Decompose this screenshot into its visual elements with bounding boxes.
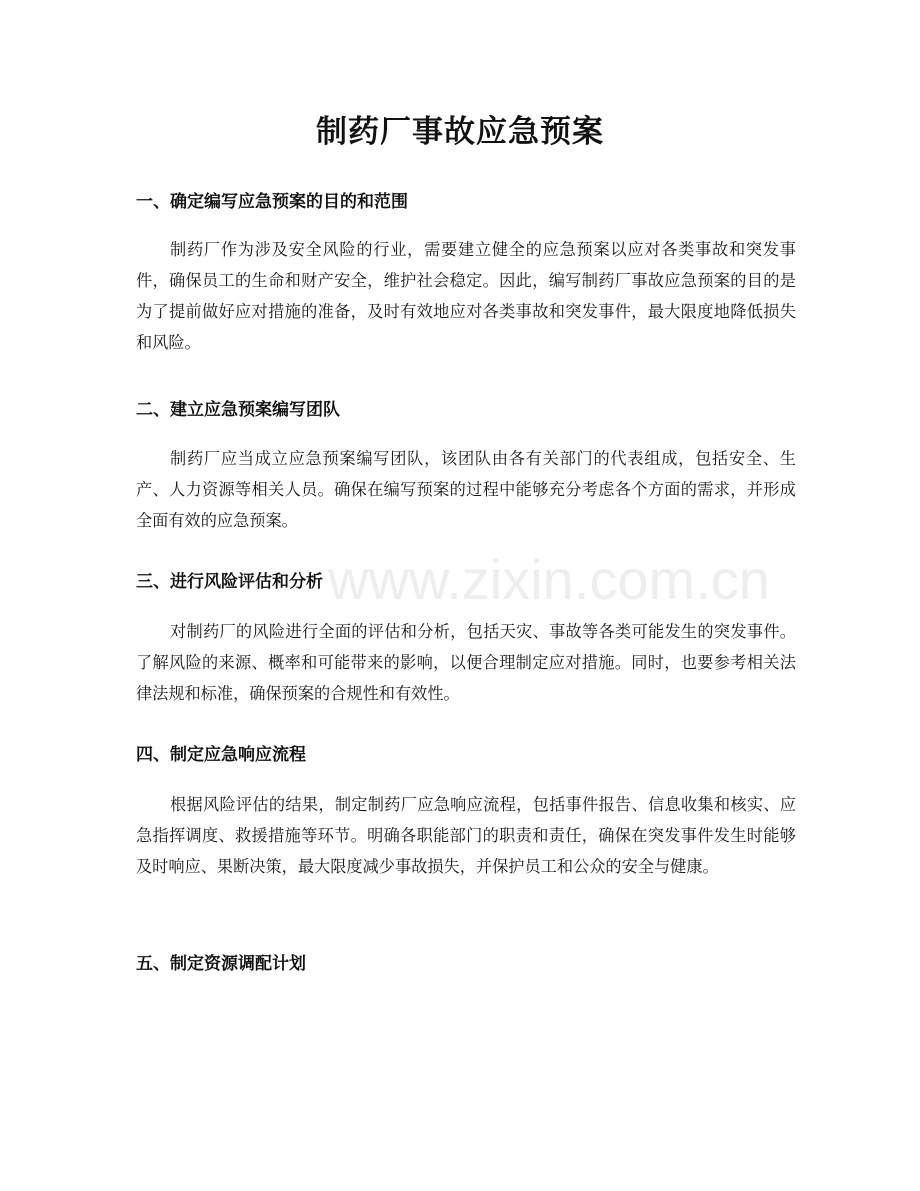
section-body-2: 制药厂应当成立应急预案编写团队，该团队由各有关部门的代表组成，包括安全、生产、人力资源等相关人员。确保在编写预案的过程中能够充分考虑各个方面的需求，并形成全面有效的应急预案。 xyxy=(136,449,796,530)
section-body-3: 对制药厂的风险进行全面的评估和分析，包括天灾、事故等各类可能发生的突发事件。了解风险的来源、概率和可能带来的影响，以便合理制定应对措施。同时，也要参考相关法律法规和标准，确保预案的合规性和有效性。 xyxy=(136,622,796,703)
section-body-1: 制药厂作为涉及安全风险的行业，需要建立健全的应急预案以应对各类事故和突发事件，确保员工的生命和财产安全，维护社会稳定。因此，编写制药厂事故应急预案的目的是为了提前做好应对措施的准备，及时有效地应对各类事故和突发事件，最大限度地降低损失和风险。 xyxy=(136,240,796,352)
page-title: 制药厂事故应急预案 xyxy=(316,114,604,150)
section-heading-1: 一、确定编写应急预案的目的和范围 xyxy=(136,192,408,212)
section-heading-3: 三、进行风险评估和分析 xyxy=(136,572,323,592)
section-heading-2: 二、建立应急预案编写团队 xyxy=(136,400,340,420)
watermark-text: www.zixin.com.cn xyxy=(328,548,770,611)
section-heading-4: 四、制定应急响应流程 xyxy=(136,745,306,765)
section-body-4: 根据风险评估的结果，制定制药厂应急响应流程，包括事件报告、信息收集和核实、应急指挥调度、救援措施等环节。明确各职能部门的职责和责任，确保在突发事件发生时能够及时响应、果断决策，最大限度减少事故损失，并保护员工和公众的安全与健康。 xyxy=(136,795,796,876)
section-heading-5: 五、制定资源调配计划 xyxy=(136,954,306,974)
